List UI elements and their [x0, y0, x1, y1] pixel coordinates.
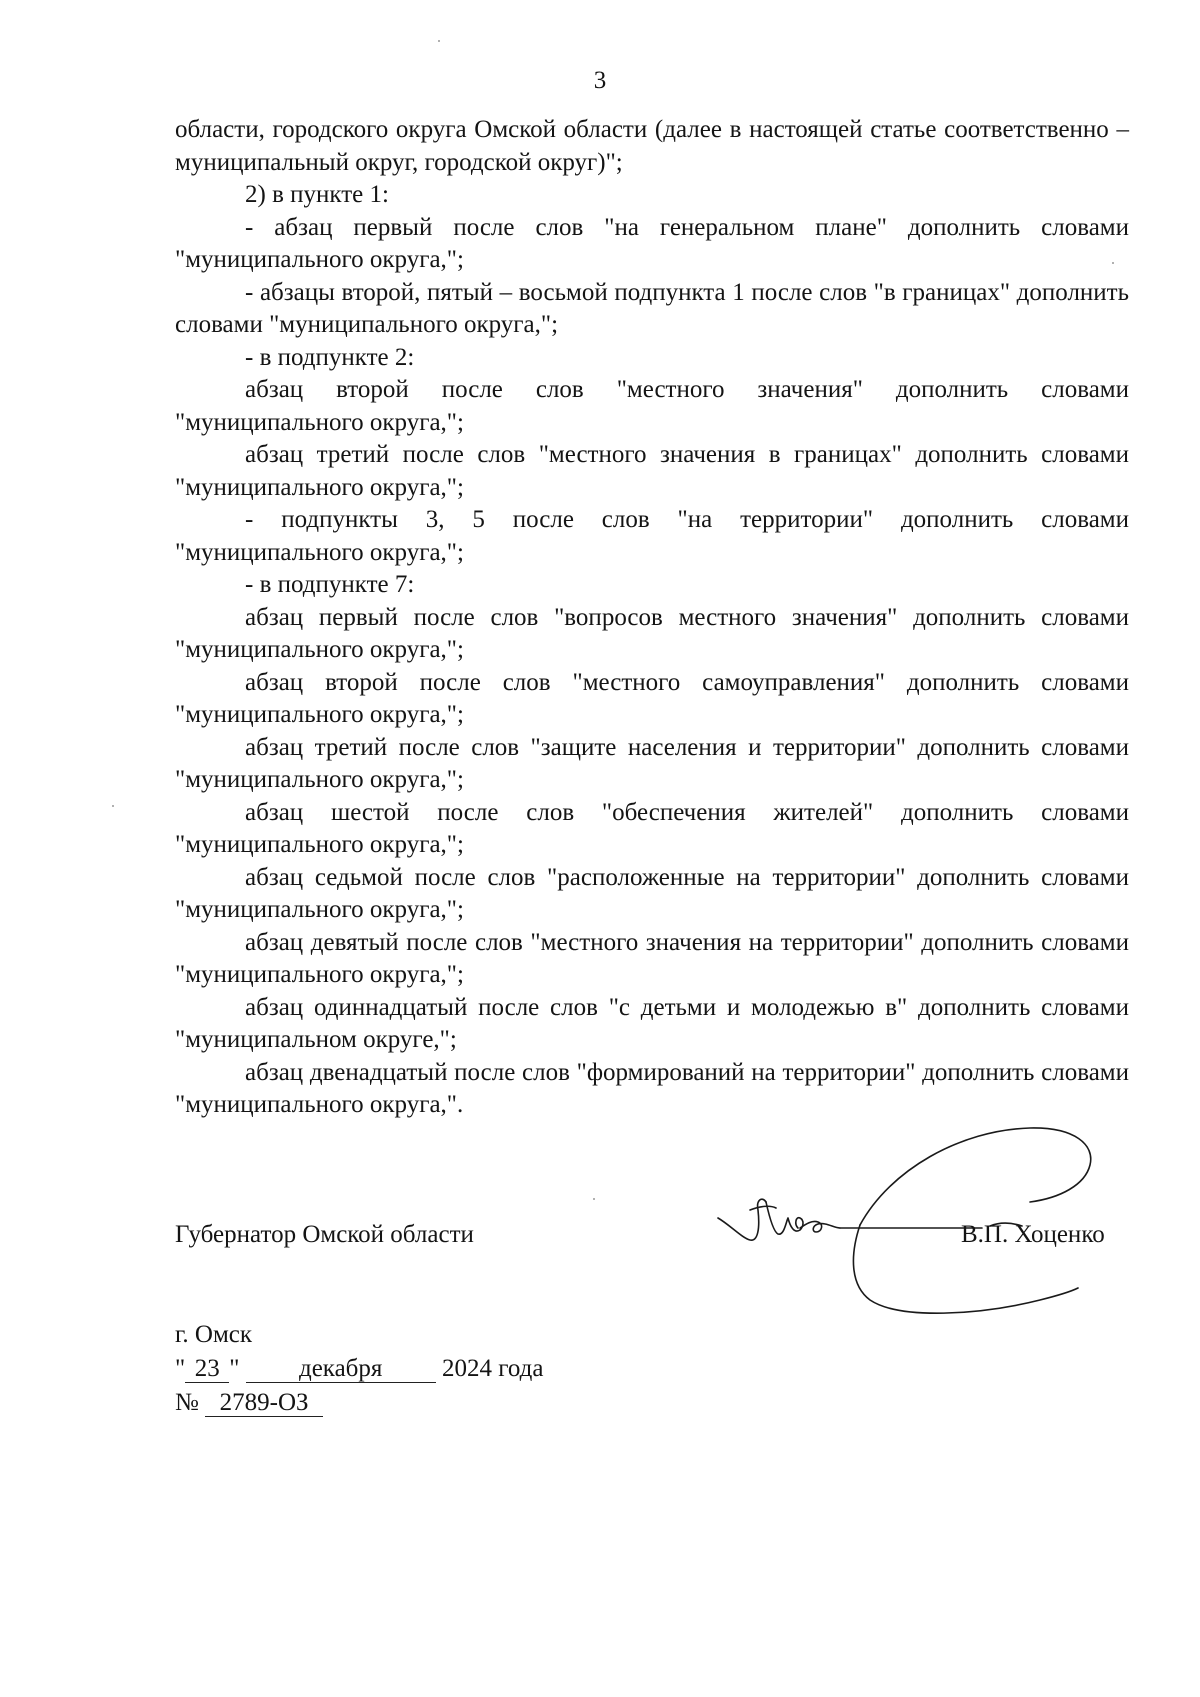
paragraph: - в подпункте 7:: [245, 571, 415, 598]
scan-speck: [593, 1198, 595, 1200]
paragraph: абзац третий после слов "защите населения и территории" дополнить словами "муниципального округа,";: [175, 733, 1129, 793]
paragraph: абзац третий после слов "местного значения в границах" дополнить словами "муниципального округа,";: [175, 441, 1129, 501]
paragraph: - в подпункте 2:: [245, 343, 415, 371]
scan-speck: [438, 40, 440, 42]
number-label: №: [175, 1389, 199, 1416]
place-of-signing: г. Омск: [175, 1321, 253, 1348]
paragraph: абзац шестой после слов "обеспечения жителей" дополнить словами "муниципального округа,";: [175, 798, 1129, 858]
quote-close: ": [229, 1355, 240, 1382]
paragraph: абзац второй после слов "местного значения" дополнить словами "муниципального округа,";: [175, 376, 1129, 436]
signatory-name: В.П. Хоценко: [961, 1221, 1105, 1248]
scan-speck: [112, 805, 114, 807]
paragraph: - абзацы второй, пятый – восьмой подпункта 1 после слов "в границах" дополнить словами "муниципального округа,";: [175, 278, 1129, 338]
paragraph: области, городского округа Омской области (далее в настоящей статье соответственно – муниципальный округ, городской округ)";: [175, 116, 1129, 176]
paragraph: абзац двенадцатый после слов "формирований на территории" дополнить словами "муниципального округа,".: [175, 1058, 1129, 1118]
document-number-line: [175, 1388, 323, 1418]
paragraph: - абзац первый после слов "на генеральном плане" дополнить словами "муниципального округа,";: [175, 213, 1129, 273]
date-day: 23: [185, 1356, 229, 1383]
paragraph: абзац девятый после слов "местного значения на территории" дополнить словами "муниципального округа,";: [175, 928, 1129, 988]
paragraph: абзац второй после слов "местного самоуправления" дополнить словами "муниципального округа,";: [175, 668, 1129, 728]
date-line: [175, 1354, 543, 1384]
paragraph: абзац одиннадцатый после слов "с детьми и молодежью в" дополнить словами "муниципальном округе,";: [175, 993, 1129, 1053]
signatory-position: Губернатор Омской области: [175, 1221, 474, 1248]
document-number: 2789-ОЗ: [205, 1390, 323, 1417]
scan-speck: [1112, 262, 1114, 264]
paragraph: 2) в пункте 1:: [245, 181, 389, 208]
date-month: декабря: [246, 1356, 436, 1383]
page-number: 3: [593, 67, 607, 94]
paragraph: абзац первый после слов "вопросов местного значения" дополнить словами "муниципального округа,";: [175, 603, 1129, 663]
paragraph: абзац седьмой после слов "расположенные на территории" дополнить словами "муниципального округа,";: [175, 863, 1129, 923]
paragraph: - подпункты 3, 5 после слов "на территории" дополнить словами "муниципального округа,";: [175, 506, 1129, 566]
date-year: 2024 года: [441, 1355, 544, 1382]
quote-open: ": [175, 1355, 186, 1382]
